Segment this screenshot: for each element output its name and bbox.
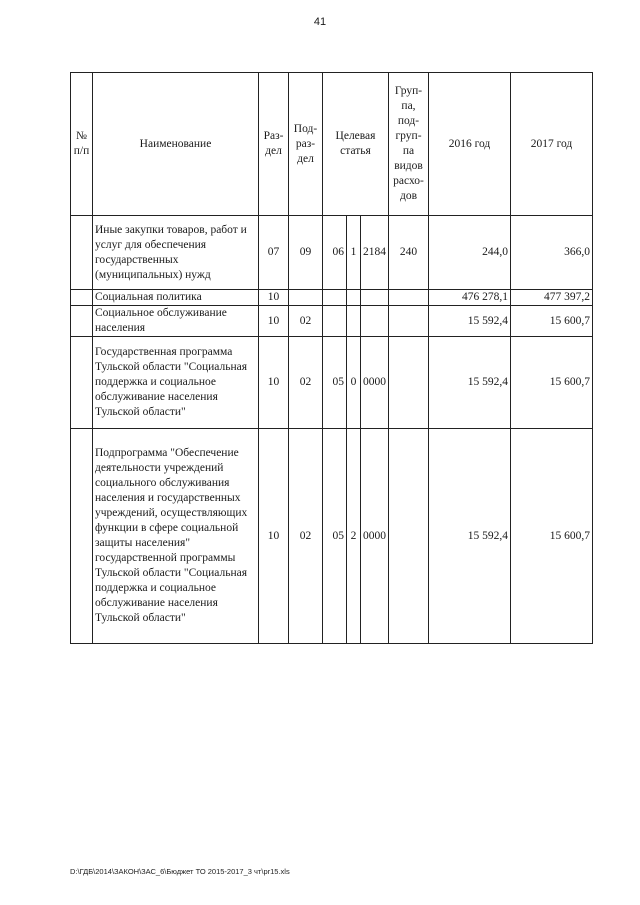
header-2017: 2017 год xyxy=(511,73,593,216)
row-cs-subprogram: 2 xyxy=(347,429,361,644)
row-2017: 15 600,7 xyxy=(511,429,593,644)
row-cs-code xyxy=(361,306,389,337)
table-row xyxy=(71,290,593,306)
row-2017: 15 600,7 xyxy=(511,306,593,337)
table-row xyxy=(71,306,593,337)
header-name: Наименование xyxy=(93,73,259,216)
row-podrazdel: 02 xyxy=(289,306,323,337)
row-num xyxy=(71,306,93,337)
header-2016: 2016 год xyxy=(429,73,511,216)
row-podrazdel: 02 xyxy=(289,337,323,429)
row-name: Иные закупки товаров, работ и услуг для обеспечения государственных (муниципальных) нужд xyxy=(93,216,259,290)
row-name: Государственная программа Тульской области "Социальная поддержка и социальное обслуживание населения Тульской области" xyxy=(93,337,259,429)
header-celevaya-statya: Целевая статья xyxy=(323,73,389,216)
row-cs-program xyxy=(323,306,347,337)
header-podrazdel: Под-раз-дел xyxy=(289,73,323,216)
row-2016: 15 592,4 xyxy=(429,429,511,644)
row-num xyxy=(71,429,93,644)
row-cs-program: 05 xyxy=(323,429,347,644)
row-cs-program: 06 xyxy=(323,216,347,290)
row-2016: 15 592,4 xyxy=(429,337,511,429)
row-razdel: 10 xyxy=(259,306,289,337)
row-cs-code: 0000 xyxy=(361,429,389,644)
row-razdel: 07 xyxy=(259,216,289,290)
row-razdel: 10 xyxy=(259,337,289,429)
row-vid xyxy=(389,290,429,306)
row-cs-subprogram: 1 xyxy=(347,216,361,290)
row-num xyxy=(71,337,93,429)
row-num xyxy=(71,290,93,306)
row-vid: 240 xyxy=(389,216,429,290)
table-row xyxy=(71,429,593,644)
row-vid xyxy=(389,306,429,337)
header-razdel: Раз-дел xyxy=(259,73,289,216)
row-vid xyxy=(389,337,429,429)
table-row xyxy=(71,337,593,429)
row-cs-code: 2184 xyxy=(361,216,389,290)
row-podrazdel xyxy=(289,290,323,306)
row-cs-subprogram xyxy=(347,306,361,337)
row-podrazdel: 09 xyxy=(289,216,323,290)
header-num: № п/п xyxy=(71,73,93,216)
row-cs-program: 05 xyxy=(323,337,347,429)
row-2016: 15 592,4 xyxy=(429,306,511,337)
header-vid-rashodov: Груп-па, под-груп-па видов расхо-дов xyxy=(389,73,429,216)
row-razdel: 10 xyxy=(259,290,289,306)
header-row xyxy=(71,73,593,216)
row-razdel: 10 xyxy=(259,429,289,644)
row-name: Социальная политика xyxy=(93,290,259,306)
row-podrazdel: 02 xyxy=(289,429,323,644)
table-row xyxy=(71,216,593,290)
row-2017: 366,0 xyxy=(511,216,593,290)
row-2016: 244,0 xyxy=(429,216,511,290)
row-vid xyxy=(389,429,429,644)
row-cs-subprogram: 0 xyxy=(347,337,361,429)
row-name: Подпрограмма "Обеспечение деятельности учреждений социального обслуживания населения и государственных учреждений, осуществляющих функции в сфере социальной защиты населения" государственной программы Тульской области "Социальная поддержка и социальное обслуживание населения Тульской области" xyxy=(93,429,259,644)
row-2017: 477 397,2 xyxy=(511,290,593,306)
row-cs-program xyxy=(323,290,347,306)
row-num xyxy=(71,216,93,290)
file-path-footer: D:\ГДБ\2014\ЗАКОН\ЗАС_6\Бюджет ТО 2015-2017_3 чт\pr15.xls xyxy=(70,867,290,876)
row-2016: 476 278,1 xyxy=(429,290,511,306)
row-name: Социальное обслуживание населения xyxy=(93,306,259,337)
budget-table xyxy=(70,72,593,644)
row-cs-code: 0000 xyxy=(361,337,389,429)
page-number: 41 xyxy=(313,16,327,28)
row-cs-subprogram xyxy=(347,290,361,306)
row-2017: 15 600,7 xyxy=(511,337,593,429)
row-cs-code xyxy=(361,290,389,306)
